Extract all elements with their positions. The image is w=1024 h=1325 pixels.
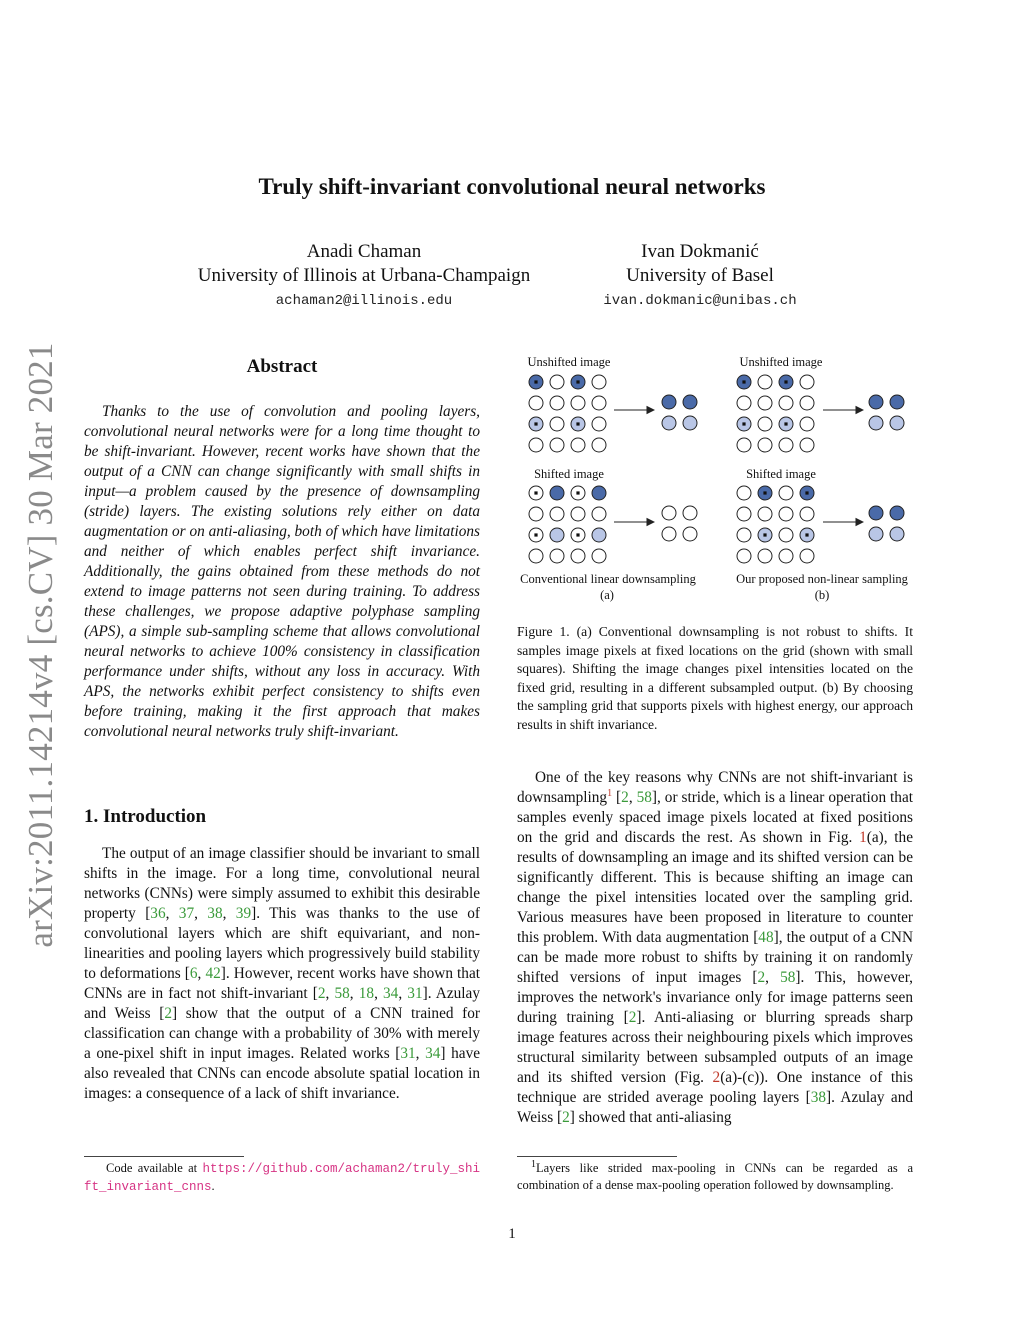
abstract-heading: Abstract [246,356,318,377]
pixel [890,416,904,430]
pixel [800,375,814,389]
pixel [550,507,564,521]
pixel [779,486,793,500]
figure-tag-b: (b) [814,588,830,602]
citation[interactable]: 34 [383,985,399,1002]
citation[interactable]: 31 [407,985,423,1002]
page-number: 1 [508,1226,516,1242]
pixel [737,438,751,452]
pixel [800,507,814,521]
pixel [779,549,793,563]
pixel [592,417,606,431]
abstract-text: Thanks to the use of convolution and pooling layers, convolutional neural networks were for a long time thought to be shift-invariant. However, recent works have shown that the output of a CNN can change significantly with small shifts in input—a problem caused by the presence of downsampling (stride) layers. The existing solutions rely either on data augmentation or on anti-aliasing, both of which have limitations and neither of which enables perfect shift invariance. Additionally, the gains obtained from these methods do not extend to image patterns not seen during training. To address these challenges, we propose adaptive polyphase sampling (APS), a simple sub-sampling scheme that allows convolutional neural networks to achieve 100% consistency in classification performance under shifts, without any loss in accuracy. With APS, the networks exhibit perfect consistency to shifts even before training, making it the first approach that makes convolutional neural networks truly shift-invariant. [84,403,480,740]
pixel [737,396,751,410]
author-name: Ivan Dokmanić [641,241,759,262]
citation[interactable]: 2 [628,1009,637,1026]
citation[interactable]: 42 [205,965,221,982]
sampling-marker [742,422,745,425]
sampling-marker [763,491,766,494]
intro-paragraph: The output of an image classifier should be invariant to small shifts in the image. For a long time, convolutional neural networks (CNNs) were simply assumed to exhibit this desirable property [36, 37, 38, 39]. This was thanks to the use of convolutional layers which are shift equivariant, and non-linearities and pooling layers which progressively build stability to deformations [6, 42]. However, recent works have shown that CNNs are in fact not shift-invariant [2, 58, 18, 34, 31]. Azulay and Weiss [2] show that the output of a CNN trained for classification can change with a probability of 30% with merely a one-pixel shift in input images. Related works [31, 34] have also revealed that CNNs can encode absolute spatial location in images: a consequence of a lack of shift invariance. [84,845,481,1102]
citation[interactable]: 2 [621,789,629,806]
citation[interactable]: 31 [400,1045,416,1062]
pixel [571,507,585,521]
pixel [779,507,793,521]
pixel [550,375,564,389]
pixel [779,528,793,542]
pixel [592,438,606,452]
pixel [758,396,772,410]
author-email[interactable]: ivan.dokmanic@unibas.ch [603,293,797,309]
author-affiliation: University of Basel [626,265,774,286]
pixel [800,438,814,452]
citation[interactable]: 36 [150,905,166,922]
figure-label-shifted-a: Shifted image [534,467,604,481]
sampling-marker [534,533,537,536]
figure-panel-a-label: Conventional linear downsampling [520,572,696,586]
pixel [737,549,751,563]
pixel [662,506,676,520]
sampling-marker [784,380,787,383]
sampling-marker [534,422,537,425]
pixel [758,507,772,521]
pixel [529,396,543,410]
pixel [890,506,904,520]
figure-label-unshifted-a: Unshifted image [527,355,611,369]
sampling-marker [763,533,766,536]
pixel [758,417,772,431]
arxiv-identifier: arXiv:2011.14214v4 [cs.CV] 30 Mar 2021 [21,342,60,948]
figure-tag-a: (a) [600,588,614,602]
pixel [800,396,814,410]
citation[interactable]: 48 [758,929,774,946]
pixel [662,395,676,409]
pixel [592,396,606,410]
pixel [869,506,883,520]
pixel [529,507,543,521]
pixel [529,438,543,452]
sampling-marker [576,533,579,536]
sampling-marker [576,380,579,383]
pixel [550,396,564,410]
footnote-rule [517,1156,677,1157]
pixel [869,395,883,409]
citation[interactable]: 58 [334,985,350,1002]
citation[interactable]: 2 [317,985,326,1002]
sampling-marker [534,380,537,383]
footnote-code: Code available at https://github.com/achaman2/truly_shift_invariant_cnns. [84,1161,480,1194]
pixel [662,527,676,541]
pixel [683,416,697,430]
footnote-rule [84,1156,244,1157]
citation[interactable]: 34 [425,1045,441,1062]
sampling-marker [576,422,579,425]
pixel [758,549,772,563]
footnote-marker[interactable]: 1 [607,787,613,799]
pixel [571,396,585,410]
citation[interactable]: 2 [562,1109,570,1126]
figure-label-shifted-b: Shifted image [746,467,816,481]
pixel [758,438,772,452]
pixel [737,507,751,521]
pixel [662,416,676,430]
author-email[interactable]: achaman2@illinois.edu [275,293,453,309]
pixel [683,506,697,520]
pixel [592,507,606,521]
author-block-2 [580,240,820,309]
citation[interactable]: 2 [757,969,766,986]
sampling-marker [784,422,787,425]
citation[interactable]: 2 [164,1005,172,1022]
citation[interactable]: 38 [207,905,223,922]
pixel [869,527,883,541]
author-affiliation: University of Illinois at Urbana-Champaign [197,265,531,286]
sampling-marker [742,380,745,383]
pixel [779,438,793,452]
author-name: Anadi Chaman [306,241,422,262]
citation[interactable]: 58 [636,789,652,806]
footnote-number: 1 [531,1158,536,1170]
pixel [550,528,564,542]
pixel [737,528,751,542]
sampling-marker [805,533,808,536]
pixel [779,396,793,410]
pixel [737,486,751,500]
pixel [869,416,883,430]
pixel [800,549,814,563]
citation[interactable]: 58 [780,969,796,986]
pixel [571,549,585,563]
footnote-downsampling: $^1$Layers like strided max-pooling in CNNs can be regarded as a combination of a dense max-pooling operation followed by downsampling. [517,1158,913,1192]
paper-title: Truly shift-invariant convolutional neural networks [258,174,766,199]
pixel [890,395,904,409]
figure-label-unshifted-b: Unshifted image [739,355,823,369]
pixel [592,375,606,389]
author-block-1 [184,240,544,309]
pixel [592,549,606,563]
section-heading-introduction: 1. Introduction [84,806,207,827]
pixel [592,528,606,542]
citation[interactable]: 6 [189,965,198,982]
pixel [550,438,564,452]
right-paragraph: One of the key reasons why CNNs are not shift-invariant is downsampling$^1$ [2, 58], or stride, which is a linear operation that samples evenly spaced image pixels located at fixed positions on the grid and discards the rest. As shown in Fig. 1(a), the results of downsampling an image and its shifted version can be significantly different. This is because shifting an image can change the pixel intensities located over the sampling grid. Various measures have been proposed in literature to counter this problem. With data augmentation [48], the output of a CNN can be made more robust to shifts by training it on randomly shifted versions of input images [2, 58]. This, however, improves the network's invariance only for image patterns seen during training [2]. Anti-aliasing or blurring spreads sharp image features across their neighbouring pixels which improves structural similarity between subsampled outputs of an image and its shifted version (Fig. 2(a)-(c)). One instance of this technique are strided average pooling layers [38]. Azulay and Weiss [2] showed that anti-aliasing [517,769,914,1126]
citation[interactable]: 38 [810,1089,826,1106]
pixel [550,549,564,563]
citation[interactable]: 37 [178,905,195,922]
sampling-marker [534,491,537,494]
figure-caption: Figure 1. (a) Conventional downsampling is not robust to shifts. It samples image pixels at fixed locations on the grid (shown with small squares). Shifting the image changes pixel intensities located on the fixed grid, resulting in a different subsampled output. (b) By choosing the sampling grid that supports pixels with highest energy, our approach results in shift invariance. [517,624,913,732]
pixel [683,395,697,409]
figure-ref[interactable]: 1 [859,829,867,846]
figure-ref[interactable]: 2 [712,1069,721,1086]
pixel [571,438,585,452]
citation[interactable]: 39 [235,905,252,922]
sampling-marker [805,491,808,494]
pixel [550,417,564,431]
pixel [683,527,697,541]
pixel [550,486,564,500]
pixel [890,527,904,541]
pixel [592,486,606,500]
pixel [800,417,814,431]
code-link[interactable]: https://github.com/achaman2/truly_shift_invariant_cnns [84,1162,480,1194]
pixel [529,549,543,563]
pixel [758,375,772,389]
figure-panel-b-label: Our proposed non-linear sampling [736,572,908,586]
citation[interactable]: 18 [358,985,375,1002]
sampling-marker [576,491,579,494]
